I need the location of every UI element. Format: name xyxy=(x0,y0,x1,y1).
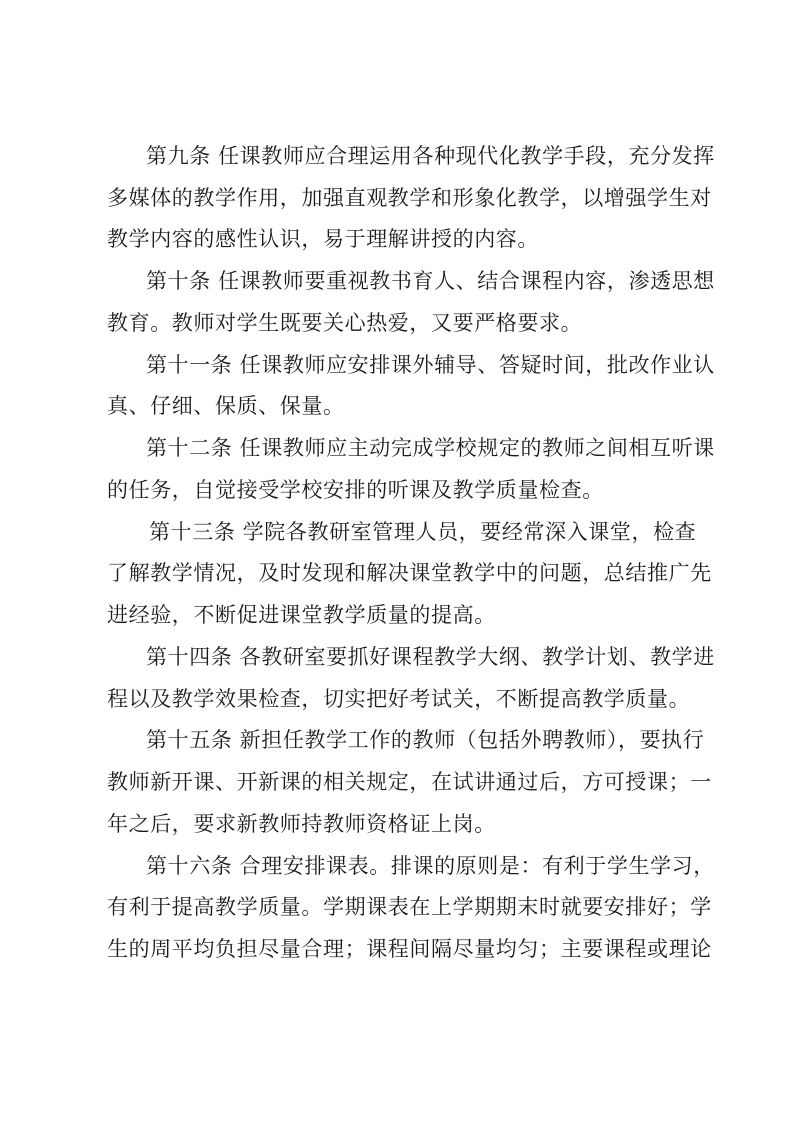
text-line: 真、仔细、保质、保量。 xyxy=(107,394,345,418)
text-line: 第十六条 合理安排课表。排课的原则是：有利于学生学习， xyxy=(146,854,715,878)
text-line: 有利于提高教学质量。学期课表在上学期期末时就要安排好；学 xyxy=(107,895,712,919)
text-line: 多媒体的教学作用，加强直观教学和形象化教学，以增强学生对 xyxy=(107,186,712,210)
text-line: 第十二条 任课教师应主动完成学校规定的教师之间相互听课 xyxy=(146,436,715,460)
text-line: 第十三条 学院各教研室管理人员，要经常深入课堂，检查 xyxy=(149,520,697,544)
text-line: 第十四条 各教研室要抓好课程教学大纲、教学计划、教学进 xyxy=(146,645,715,669)
text-line: 教师新开课、开新课的相关规定，在试讲通过后，方可授课；一 xyxy=(107,770,712,794)
text-line: 了解教学情况，及时发现和解决课堂教学中的问题，总结推广先 xyxy=(107,561,712,585)
text-line: 第九条 任课教师应合理运用各种现代化教学手段，充分发挥 xyxy=(146,144,715,168)
text-line: 年之后，要求新教师持教师资格证上岗。 xyxy=(107,812,496,836)
text-line: 进经验，不断促进课堂教学质量的提高。 xyxy=(107,603,496,627)
text-line: 第十条 任课教师要重视教书育人、结合课程内容，渗透思想 xyxy=(146,269,715,293)
text-line: 生的周平均负担尽量合理；课程间隔尽量均匀；主要课程或理论 xyxy=(107,937,712,961)
text-line: 教育。教师对学生既要关心热爱，又要严格要求。 xyxy=(107,311,583,335)
text-line: 第十五条 新担任教学工作的教师（包括外聘教师），要执行 xyxy=(146,728,705,752)
text-line: 第十一条 任课教师应安排课外辅导、答疑时间，批改作业认 xyxy=(146,353,715,377)
text-line: 教学内容的感性认识，易于理解讲授的内容。 xyxy=(107,227,539,251)
text-line: 的任务，自觉接受学校安排的听课及教学质量检查。 xyxy=(107,478,604,502)
text-line: 程以及教学效果检查，切实把好考试关，不断提高教学质量。 xyxy=(107,687,691,711)
